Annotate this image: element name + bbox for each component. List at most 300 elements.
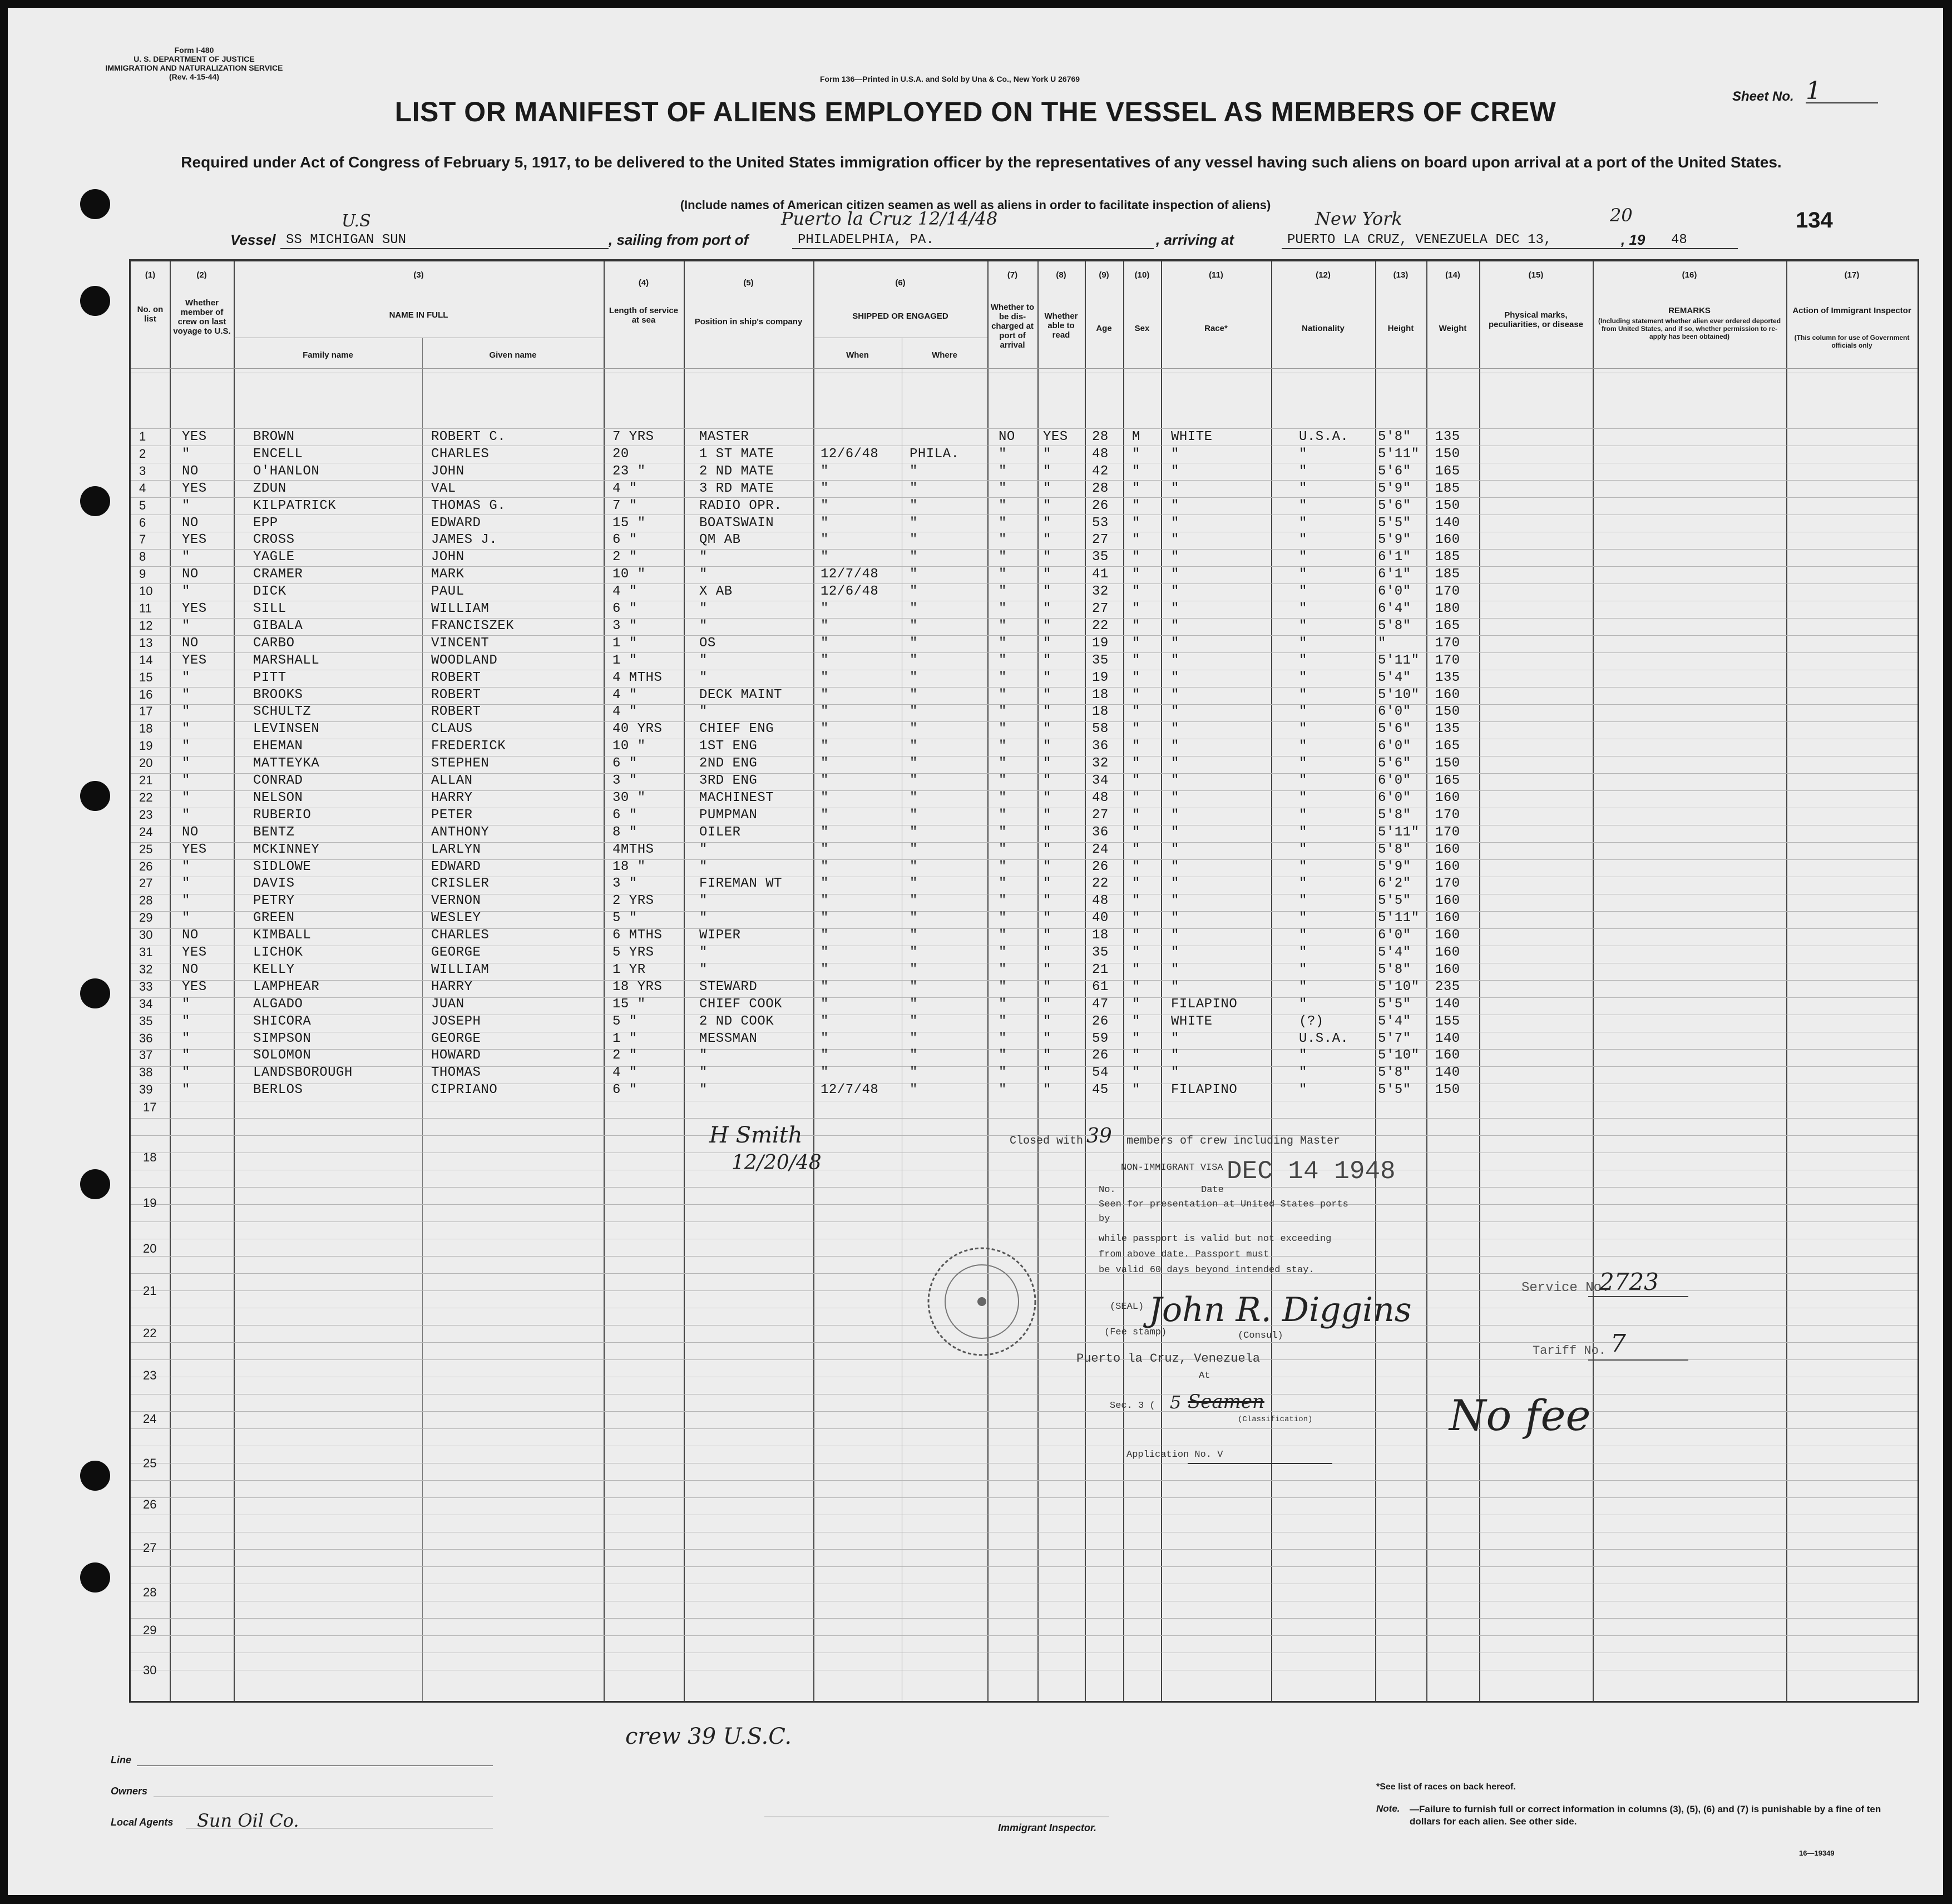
nationality-cell: " bbox=[1299, 601, 1307, 616]
shipped-when-cell: " bbox=[821, 739, 829, 754]
shipped-where-cell: " bbox=[910, 550, 918, 565]
shipped-when-cell: " bbox=[821, 721, 829, 737]
header-where: Where bbox=[932, 350, 957, 360]
shipped-when-cell: " bbox=[821, 463, 829, 479]
able-to-read-cell: " bbox=[1043, 567, 1051, 582]
discharged-cell: " bbox=[999, 463, 1007, 479]
service-length-cell: 6 MTHS bbox=[612, 928, 663, 943]
shipped-where-cell: " bbox=[910, 498, 918, 513]
sex-cell: " bbox=[1132, 945, 1140, 960]
shipped-where-cell: " bbox=[910, 652, 918, 668]
position-cell: PUMPMAN bbox=[699, 807, 758, 823]
position-cell: RADIO OPR. bbox=[699, 498, 783, 513]
visa-date-label: Date bbox=[1201, 1185, 1224, 1195]
ledger-line bbox=[131, 911, 1918, 912]
service-length-cell: 7 YRS bbox=[612, 429, 654, 444]
position-cell: " bbox=[699, 601, 708, 616]
row-number: 20 bbox=[139, 756, 153, 770]
given-name-cell: HARRY bbox=[431, 790, 473, 805]
family-name-cell: O'HANLON bbox=[253, 463, 320, 479]
seal-label: (SEAL) bbox=[1110, 1302, 1144, 1312]
able-to-read-cell: " bbox=[1043, 893, 1051, 909]
service-number: 2723 bbox=[1599, 1268, 1659, 1295]
header-able-to-read: Whether able to read bbox=[1044, 311, 1078, 340]
sex-cell: " bbox=[1132, 446, 1140, 462]
weight-cell: 170 bbox=[1435, 652, 1460, 668]
family-name-cell: KIMBALL bbox=[253, 928, 312, 943]
ledger-line bbox=[131, 1411, 1918, 1412]
given-name-cell: JAMES J. bbox=[431, 532, 498, 548]
nationality-cell: " bbox=[1299, 1082, 1307, 1098]
given-name-cell: FRANCISZEK bbox=[431, 618, 515, 634]
given-name-cell: FREDERICK bbox=[431, 739, 506, 754]
ledger-line bbox=[131, 1221, 1918, 1222]
consul-label: (Consul) bbox=[1238, 1331, 1283, 1341]
visa-from: from above date. Passport must bbox=[1099, 1249, 1269, 1260]
header-when: When bbox=[846, 350, 869, 360]
nationality-cell: " bbox=[1299, 446, 1307, 462]
given-name-cell: ROBERT bbox=[431, 670, 481, 685]
height-cell: 5'5" bbox=[1378, 996, 1411, 1012]
sex-cell: " bbox=[1132, 670, 1140, 685]
position-cell: " bbox=[699, 893, 708, 909]
blank-line-number: 21 bbox=[143, 1284, 157, 1298]
family-name-cell: YAGLE bbox=[253, 550, 295, 565]
age-cell: 41 bbox=[1092, 567, 1109, 582]
nationality-cell: " bbox=[1299, 532, 1307, 548]
able-to-read-cell: " bbox=[1043, 945, 1051, 960]
sailing-handwritten-note: Puerto la Cruz 12/14/48 bbox=[781, 208, 998, 229]
visa-date: DEC 14 1948 bbox=[1227, 1157, 1396, 1186]
weight-cell: 135 bbox=[1435, 429, 1460, 444]
last-voyage-cell: NO bbox=[182, 928, 199, 943]
race-cell: " bbox=[1171, 687, 1179, 703]
able-to-read-cell: " bbox=[1043, 498, 1051, 513]
weight-cell: 165 bbox=[1435, 773, 1460, 788]
service-length-cell: 2 YRS bbox=[612, 893, 654, 909]
family-name-cell: SILL bbox=[253, 601, 286, 616]
ledger-line bbox=[131, 842, 1918, 843]
ledger-line bbox=[131, 1566, 1918, 1567]
position-cell: 2 ND COOK bbox=[699, 1013, 774, 1029]
weight-cell: 140 bbox=[1435, 1065, 1460, 1081]
sex-cell: " bbox=[1132, 635, 1140, 651]
able-to-read-cell: " bbox=[1043, 704, 1051, 720]
age-cell: 59 bbox=[1092, 1031, 1109, 1046]
ledger-line bbox=[131, 790, 1918, 791]
family-name-cell: BERLOS bbox=[253, 1082, 303, 1098]
race-cell: " bbox=[1171, 739, 1179, 754]
sex-cell: " bbox=[1132, 652, 1140, 668]
discharged-cell: " bbox=[999, 1031, 1007, 1046]
race-cell: " bbox=[1171, 567, 1179, 582]
nationality-cell: " bbox=[1299, 876, 1307, 892]
given-name-cell: CHARLES bbox=[431, 928, 490, 943]
row-number: 35 bbox=[139, 1013, 153, 1028]
weight-cell: 185 bbox=[1435, 567, 1460, 582]
last-voyage-cell: " bbox=[182, 876, 190, 892]
able-to-read-cell: " bbox=[1043, 463, 1051, 479]
able-to-read-cell: " bbox=[1043, 807, 1051, 823]
last-voyage-cell: " bbox=[182, 1065, 190, 1081]
shipped-where-cell: " bbox=[910, 859, 918, 874]
age-cell: 26 bbox=[1092, 1013, 1109, 1029]
column-divider bbox=[1426, 261, 1427, 1701]
given-name-cell: VINCENT bbox=[431, 635, 490, 651]
row-number: 26 bbox=[139, 859, 153, 873]
blank-line-number: 20 bbox=[143, 1242, 157, 1255]
discharged-cell: " bbox=[999, 498, 1007, 513]
blank-line-number: 26 bbox=[143, 1497, 157, 1511]
race-cell: " bbox=[1171, 498, 1179, 513]
given-name-cell: WILLIAM bbox=[431, 601, 490, 616]
service-length-cell: 7 " bbox=[612, 498, 638, 513]
family-name-cell: GIBALA bbox=[253, 618, 303, 634]
service-length-cell: 6 " bbox=[612, 601, 638, 616]
service-length-cell: 8 " bbox=[612, 824, 638, 840]
family-name-cell: MATTEYKA bbox=[253, 756, 320, 772]
closed-count: 39 bbox=[1086, 1125, 1112, 1148]
col-num: (1) bbox=[145, 270, 156, 280]
shipped-when-cell: " bbox=[821, 481, 829, 496]
nationality-cell: " bbox=[1299, 996, 1307, 1012]
column-divider bbox=[170, 261, 171, 1701]
race-cell: " bbox=[1171, 618, 1179, 634]
discharged-cell: " bbox=[999, 704, 1007, 720]
header-nationality: Nationality bbox=[1302, 324, 1345, 333]
sex-cell: " bbox=[1132, 756, 1140, 772]
service-length-cell: 5 " bbox=[612, 1013, 638, 1029]
age-cell: 36 bbox=[1092, 739, 1109, 754]
given-name-cell: HOWARD bbox=[431, 1048, 481, 1064]
race-cell: " bbox=[1171, 652, 1179, 668]
age-cell: 53 bbox=[1092, 515, 1109, 531]
family-name-cell: LICHOK bbox=[253, 945, 303, 960]
shipped-where-cell: " bbox=[910, 463, 918, 479]
weight-cell: 160 bbox=[1435, 893, 1460, 909]
age-cell: 35 bbox=[1092, 652, 1109, 668]
service-length-cell: 4MTHS bbox=[612, 842, 654, 857]
sex-cell: " bbox=[1132, 876, 1140, 892]
row-number: 22 bbox=[139, 790, 153, 804]
service-length-cell: 5 " bbox=[612, 911, 638, 926]
last-voyage-cell: " bbox=[182, 911, 190, 926]
able-to-read-cell: " bbox=[1043, 979, 1051, 995]
position-cell: " bbox=[699, 704, 708, 720]
row-number: 15 bbox=[139, 670, 153, 684]
weight-cell: 160 bbox=[1435, 790, 1460, 805]
visa-seen: Seen for presentation at United States ports bbox=[1099, 1199, 1348, 1210]
discharged-cell: " bbox=[999, 928, 1007, 943]
column-divider bbox=[1123, 261, 1124, 1701]
row-number: 11 bbox=[139, 601, 152, 615]
ledger-line bbox=[131, 549, 1918, 550]
sex-cell: " bbox=[1132, 773, 1140, 788]
race-cell: " bbox=[1171, 532, 1179, 548]
age-cell: 27 bbox=[1092, 532, 1109, 548]
sheet-number-line bbox=[1806, 102, 1878, 103]
arrival-port-date: PUERTO LA CRUZ, VENEZUELA DEC 13, bbox=[1287, 233, 1552, 248]
shipped-where-cell: " bbox=[910, 842, 918, 857]
include-note: (Include names of American citizen seamen as well as aliens in order to facilitate inspection of aliens) bbox=[680, 198, 1271, 212]
able-to-read-cell: " bbox=[1043, 842, 1051, 857]
shipped-where-cell: " bbox=[910, 1065, 918, 1081]
ledger-line bbox=[131, 859, 1918, 860]
nationality-cell: " bbox=[1299, 859, 1307, 874]
classification-label: (Classification) bbox=[1238, 1415, 1313, 1424]
family-name-cell: EHEMAN bbox=[253, 739, 303, 754]
nationality-cell: " bbox=[1299, 773, 1307, 788]
shipped-when-cell: " bbox=[821, 704, 829, 720]
discharged-cell: " bbox=[999, 635, 1007, 651]
nationality-cell: " bbox=[1299, 670, 1307, 685]
ledger-line bbox=[131, 1497, 1918, 1498]
column-divider bbox=[1479, 261, 1480, 1701]
ledger-line bbox=[131, 1549, 1918, 1550]
header-age: Age bbox=[1096, 324, 1112, 333]
family-name-cell: EPP bbox=[253, 515, 278, 531]
position-cell: " bbox=[699, 550, 708, 565]
service-length-cell: 20 bbox=[612, 446, 629, 462]
nationality-cell: " bbox=[1299, 928, 1307, 943]
shipped-when-cell: " bbox=[821, 635, 829, 651]
service-length-cell: 18 YRS bbox=[612, 979, 663, 995]
discharged-cell: " bbox=[999, 721, 1007, 737]
blank-line-number: 29 bbox=[143, 1623, 157, 1637]
ledger-line bbox=[131, 497, 1918, 498]
discharged-cell: " bbox=[999, 962, 1007, 977]
last-voyage-cell: " bbox=[182, 498, 190, 513]
nationality-cell: " bbox=[1299, 756, 1307, 772]
height-cell: 5'10" bbox=[1378, 979, 1420, 995]
shipped-when-cell: " bbox=[821, 859, 829, 874]
position-cell: MASTER bbox=[699, 429, 749, 444]
service-length-cell: 1 " bbox=[612, 635, 638, 651]
last-voyage-cell: YES bbox=[182, 532, 207, 548]
position-cell: " bbox=[699, 859, 708, 874]
header-race: Race* bbox=[1204, 324, 1228, 333]
ledger-line bbox=[131, 980, 1918, 981]
able-to-read-cell: " bbox=[1043, 1065, 1051, 1081]
able-to-read-cell: " bbox=[1043, 721, 1051, 737]
position-cell: 3RD ENG bbox=[699, 773, 758, 788]
sex-cell: " bbox=[1132, 481, 1140, 496]
able-to-read-cell: " bbox=[1043, 515, 1051, 531]
ledger-line bbox=[131, 583, 1918, 584]
col-num: (14) bbox=[1445, 270, 1460, 280]
shipped-where-cell: " bbox=[910, 721, 918, 737]
shipped-when-cell: 12/6/48 bbox=[821, 446, 879, 462]
col-num: (11) bbox=[1209, 270, 1223, 280]
height-cell: 5'8" bbox=[1378, 962, 1411, 977]
able-to-read-cell: " bbox=[1043, 739, 1051, 754]
race-cell: " bbox=[1171, 962, 1179, 977]
shipped-when-cell: " bbox=[821, 790, 829, 805]
race-cell: " bbox=[1171, 550, 1179, 565]
weight-cell: 150 bbox=[1435, 1082, 1460, 1098]
height-cell: 6'1" bbox=[1378, 550, 1411, 565]
header-name-in-full: NAME IN FULL bbox=[389, 310, 448, 320]
family-name-cell: CROSS bbox=[253, 532, 295, 548]
line-label: Line bbox=[111, 1754, 132, 1765]
last-voyage-cell: " bbox=[182, 739, 190, 754]
discharged-cell: " bbox=[999, 652, 1007, 668]
shipped-when-cell: " bbox=[821, 979, 829, 995]
height-cell: 5'9" bbox=[1378, 481, 1411, 496]
able-to-read-cell: YES bbox=[1043, 429, 1068, 444]
race-cell: " bbox=[1171, 756, 1179, 772]
blank-line-number: 22 bbox=[143, 1326, 157, 1340]
family-name-cell: ZDUN bbox=[253, 481, 286, 496]
given-name-cell: ROBERT bbox=[431, 704, 481, 720]
discharged-cell: " bbox=[999, 1013, 1007, 1029]
position-cell: WIPER bbox=[699, 928, 741, 943]
shipped-where-cell: " bbox=[910, 1013, 918, 1029]
column-divider bbox=[604, 261, 605, 1701]
given-name-cell: GEORGE bbox=[431, 945, 481, 960]
able-to-read-cell: " bbox=[1043, 635, 1051, 651]
family-name-cell: GREEN bbox=[253, 911, 295, 926]
last-voyage-cell: " bbox=[182, 721, 190, 737]
row-number: 5 bbox=[139, 498, 146, 512]
visa-valid: while passport is valid but not exceeding bbox=[1099, 1234, 1332, 1244]
sex-cell: " bbox=[1132, 1031, 1140, 1046]
age-cell: 24 bbox=[1092, 842, 1109, 857]
visa-valid-days: be valid 60 days beyond intended stay. bbox=[1099, 1265, 1314, 1275]
discharged-cell: " bbox=[999, 996, 1007, 1012]
row-number: 32 bbox=[139, 962, 153, 976]
service-length-cell: 1 YR bbox=[612, 962, 646, 977]
header-discharged: Whether to be dis-charged at port of arrival bbox=[990, 303, 1035, 350]
able-to-read-cell: " bbox=[1043, 773, 1051, 788]
shipped-where-cell: " bbox=[910, 911, 918, 926]
age-cell: 32 bbox=[1092, 756, 1109, 772]
last-voyage-cell: YES bbox=[182, 652, 207, 668]
race-cell: " bbox=[1171, 1065, 1179, 1081]
nationality-cell: " bbox=[1299, 635, 1307, 651]
nationality-cell: U.S.A. bbox=[1299, 1031, 1349, 1046]
shipped-when-cell: " bbox=[821, 1031, 829, 1046]
blank-line-number: 25 bbox=[143, 1456, 157, 1470]
family-name-cell: MARSHALL bbox=[253, 652, 320, 668]
consul-signature: John R. Diggins bbox=[1149, 1290, 1412, 1329]
closed-prefix: Closed with bbox=[1010, 1135, 1084, 1148]
shipped-where-cell: " bbox=[910, 481, 918, 496]
sex-cell: " bbox=[1132, 1065, 1140, 1081]
able-to-read-cell: " bbox=[1043, 446, 1051, 462]
header-height: Height bbox=[1387, 324, 1414, 333]
weight-cell: 135 bbox=[1435, 670, 1460, 685]
height-cell: 5'10" bbox=[1378, 687, 1420, 703]
age-cell: 42 bbox=[1092, 463, 1109, 479]
nationality-cell: " bbox=[1299, 911, 1307, 926]
able-to-read-cell: " bbox=[1043, 756, 1051, 772]
arrival-line bbox=[1282, 248, 1738, 249]
family-name-cell: KILPATRICK bbox=[253, 498, 337, 513]
shipped-where-cell: " bbox=[910, 807, 918, 823]
note-text: —Failure to furnish full or correct information in columns (3), (5), (6) and (7) is punishable by a fine of ten dollars for each alien. See other side. bbox=[1410, 1804, 1881, 1827]
manifest-sheet bbox=[8, 8, 1943, 1895]
weight-cell: 160 bbox=[1435, 945, 1460, 960]
able-to-read-cell: " bbox=[1043, 652, 1051, 668]
shipped-where-cell: " bbox=[910, 893, 918, 909]
nationality-cell: " bbox=[1299, 721, 1307, 737]
shipped-when-cell: " bbox=[821, 996, 829, 1012]
given-name-cell: LARLYN bbox=[431, 842, 481, 857]
family-name-cell: SCHULTZ bbox=[253, 704, 312, 720]
shipped-where-cell: " bbox=[910, 704, 918, 720]
blank-line-number: 27 bbox=[143, 1541, 157, 1555]
shipped-where-cell: " bbox=[910, 824, 918, 840]
ledger-line bbox=[131, 997, 1918, 998]
discharged-cell: " bbox=[999, 515, 1007, 531]
race-cell: " bbox=[1171, 704, 1179, 720]
header-shipped-engaged: SHIPPED OR ENGAGED bbox=[852, 311, 948, 321]
ledger-line bbox=[131, 1204, 1918, 1205]
weight-cell: 150 bbox=[1435, 446, 1460, 462]
weight-cell: 170 bbox=[1435, 584, 1460, 600]
nationality-cell: " bbox=[1299, 687, 1307, 703]
nationality-cell: " bbox=[1299, 550, 1307, 565]
position-cell: CHIEF COOK bbox=[699, 996, 783, 1012]
last-voyage-cell: NO bbox=[182, 824, 199, 840]
col-num: (6) bbox=[895, 278, 906, 288]
weight-cell: 150 bbox=[1435, 756, 1460, 772]
blank-line-number: 17 bbox=[143, 1100, 157, 1114]
col-num: (13) bbox=[1393, 270, 1409, 280]
family-name-cell: DICK bbox=[253, 584, 286, 600]
form-number: Form I-480 bbox=[174, 46, 214, 55]
last-voyage-cell: " bbox=[182, 773, 190, 788]
able-to-read-cell: " bbox=[1043, 1013, 1051, 1029]
height-cell: 5'5" bbox=[1378, 893, 1411, 909]
race-cell: " bbox=[1171, 842, 1179, 857]
family-name-cell: SIDLOWE bbox=[253, 859, 312, 874]
service-length-cell: 3 " bbox=[612, 773, 638, 788]
height-cell: 5'11" bbox=[1378, 446, 1420, 462]
given-name-cell: ROBERT C. bbox=[431, 429, 506, 444]
nationality-cell: " bbox=[1299, 515, 1307, 531]
family-name-cell: LANDSBOROUGH bbox=[253, 1065, 353, 1081]
discharged-cell: " bbox=[999, 670, 1007, 685]
last-voyage-cell: YES bbox=[182, 601, 207, 616]
age-cell: 28 bbox=[1092, 429, 1109, 444]
shipped-where-cell: " bbox=[910, 996, 918, 1012]
position-cell: OS bbox=[699, 635, 716, 651]
given-name-cell: VERNON bbox=[431, 893, 481, 909]
weight-cell: 160 bbox=[1435, 1048, 1460, 1064]
position-cell: MACHINEST bbox=[699, 790, 774, 805]
service-length-cell: 6 " bbox=[612, 807, 638, 823]
discharged-cell: " bbox=[999, 911, 1007, 926]
shipped-when-cell: " bbox=[821, 962, 829, 977]
race-cell: WHITE bbox=[1171, 429, 1213, 444]
row-number: 39 bbox=[139, 1082, 153, 1097]
application-line bbox=[1188, 1463, 1332, 1464]
height-cell: 5'8" bbox=[1378, 842, 1411, 857]
service-length-cell: 4 " bbox=[612, 584, 638, 600]
note-label: Note. bbox=[1376, 1803, 1400, 1814]
header-no-on-list: No. on list bbox=[137, 305, 164, 324]
position-cell: CHIEF ENG bbox=[699, 721, 774, 737]
last-voyage-cell: NO bbox=[182, 962, 199, 977]
race-cell: " bbox=[1171, 1031, 1179, 1046]
position-cell: 2 ND MATE bbox=[699, 463, 774, 479]
able-to-read-cell: " bbox=[1043, 824, 1051, 840]
local-agents-value: Sun Oil Co. bbox=[197, 1810, 299, 1831]
shipped-where-cell: " bbox=[910, 635, 918, 651]
binder-hole bbox=[80, 486, 110, 516]
